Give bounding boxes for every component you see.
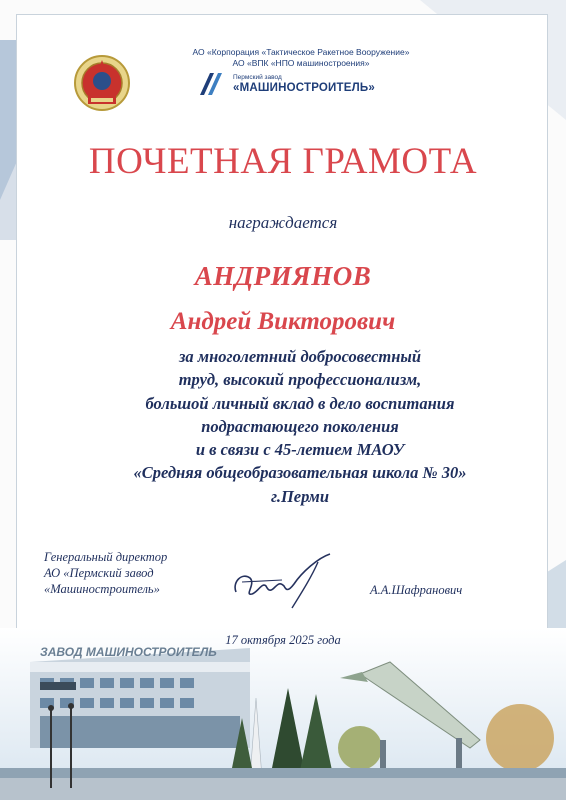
- award-text: [60, 345, 540, 508]
- award-text-line: и в связи с 45-летием МАОУ: [195, 440, 405, 460]
- award-text-line: за многолетний добросовестный: [178, 347, 422, 366]
- factory-photo: [0, 628, 566, 800]
- building-sign-text: ЗАВОД МАШИНОСТРОИТЕЛЬ: [40, 645, 217, 659]
- signer-position-line: АО «Пермский завод: [44, 566, 154, 580]
- award-text-line: «Средняя общеобразовательная школа № 30»: [133, 463, 467, 483]
- recipient-given-names: Андрей Викторович: [170, 308, 396, 335]
- signer-position-line: Генеральный директор: [44, 550, 168, 564]
- plant-name: «МАШИНОСТРОИТЕЛЬ»: [233, 82, 375, 94]
- signer-name: А.А.Шафранович: [370, 583, 463, 597]
- award-text-line: г.Перми: [270, 486, 330, 506]
- awarded-label: награждается: [228, 213, 338, 232]
- corporation-line: АО «Корпорация «Тактическое Ракетное Вооружение»: [192, 47, 410, 57]
- signer-position-line: «Машиностроитель»: [44, 582, 160, 596]
- award-text-line: труд, высокий профессионализм,: [178, 370, 422, 390]
- handwritten-signature: [222, 552, 336, 610]
- certificate-title: ПОЧЕТНАЯ ГРАМОТА: [88, 141, 478, 182]
- recipient-surname: АНДРИЯНОВ: [194, 261, 372, 291]
- certificate-date: 17 октября 2025 года: [225, 633, 341, 647]
- signer-position: [44, 549, 167, 597]
- award-text-line: большой личный вклад в дело воспитания: [145, 393, 455, 413]
- plant-caption: Пермский завод: [233, 74, 282, 81]
- vpk-line: АО «ВПК «НПО машиностроения»: [232, 58, 370, 68]
- plant-logo-icon: [200, 73, 222, 95]
- award-text-line: подрастающего поколения: [201, 416, 399, 436]
